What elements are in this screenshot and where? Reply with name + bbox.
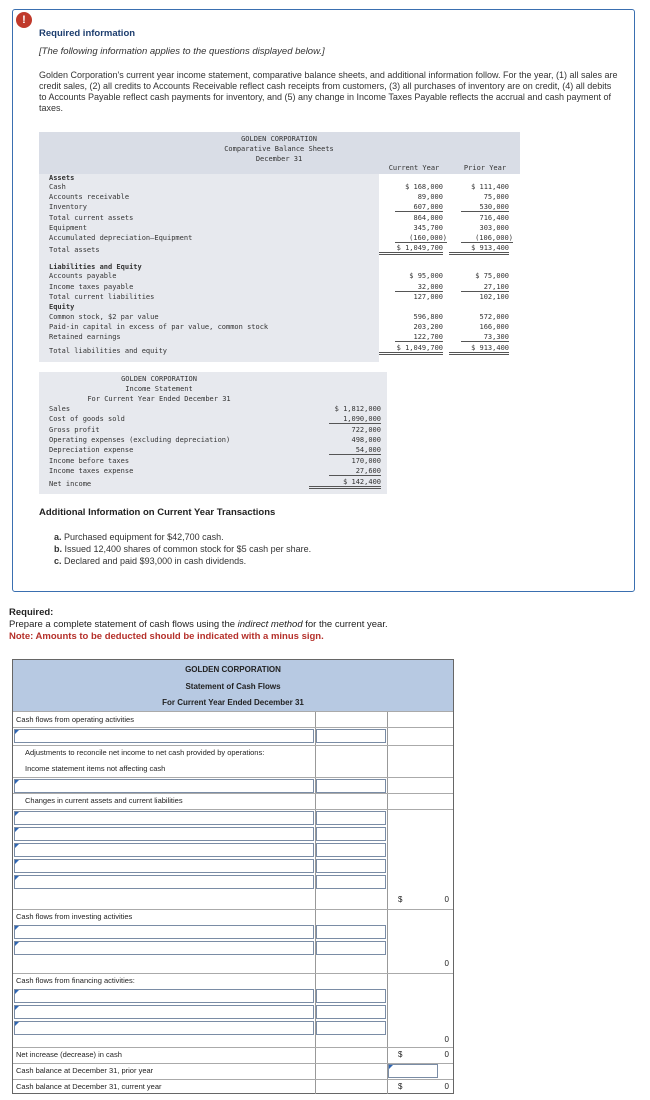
is-value: 498,000 bbox=[351, 436, 381, 444]
bs-current-value: 345,700 bbox=[413, 224, 443, 232]
cf-net-income-label-input[interactable] bbox=[14, 729, 314, 743]
bs-row-label: Cash bbox=[49, 183, 66, 191]
cf-dollar-sign: $ bbox=[398, 895, 403, 904]
bs-row-label: Income taxes payable bbox=[49, 283, 134, 291]
is-row-label: Depreciation expense bbox=[49, 446, 134, 454]
cf-financing-label-input[interactable] bbox=[14, 1005, 314, 1019]
cf-title: Statement of Cash Flows bbox=[185, 682, 281, 691]
additional-info-list bbox=[54, 531, 311, 567]
cf-change-label-input[interactable] bbox=[14, 843, 314, 857]
cf-operating-total: 0 bbox=[444, 895, 449, 904]
is-value: 722,000 bbox=[351, 426, 381, 434]
bs-prior-value: 75,000 bbox=[483, 193, 509, 201]
cf-financing-amount-input[interactable] bbox=[316, 989, 386, 1003]
is-row-label: Operating expenses (excluding depreciation) bbox=[49, 436, 231, 444]
is-row-label: Cost of goods sold bbox=[49, 415, 125, 423]
is-row-label: Net income bbox=[49, 480, 92, 488]
cf-dollar-sign: $ bbox=[398, 1050, 403, 1059]
additional-item-a: a. Purchased equipment for $42,700 cash. bbox=[54, 532, 224, 542]
is-value: 27,600 bbox=[329, 467, 381, 476]
cf-financing-amount-input[interactable] bbox=[316, 1021, 386, 1035]
bs-row-label: Paid-in capital in excess of par value, common stock bbox=[49, 323, 269, 331]
bs-current-value: 596,800 bbox=[413, 313, 443, 321]
cf-financing-amount-input[interactable] bbox=[316, 1005, 386, 1019]
cf-company: GOLDEN CORPORATION bbox=[185, 665, 281, 674]
cf-financing-heading: Cash flows from financing activities: bbox=[16, 976, 135, 985]
cf-change-amount-input[interactable] bbox=[316, 843, 386, 857]
bs-prior-value: 303,000 bbox=[479, 224, 509, 232]
bs-prior-value: 73,300 bbox=[461, 333, 509, 342]
bs-row-label: Accounts receivable bbox=[49, 193, 130, 201]
bs-row-label: Equipment bbox=[49, 224, 87, 232]
cf-dollar-sign: $ bbox=[398, 1082, 403, 1091]
bs-row-label: Accounts payable bbox=[49, 272, 117, 280]
bs-current-value: 203,200 bbox=[413, 323, 443, 331]
cf-investing-amount-input[interactable] bbox=[316, 925, 386, 939]
is-row-label: Gross profit bbox=[49, 426, 100, 434]
bs-prior-value: 166,000 bbox=[479, 323, 509, 331]
bs-prior-value: 27,100 bbox=[461, 283, 509, 292]
bs-prior-value: $ 913,400 bbox=[449, 344, 509, 355]
bs-current-value: 607,000 bbox=[395, 203, 443, 212]
cf-change-amount-input[interactable] bbox=[316, 827, 386, 841]
cf-cash-prior-label: Cash balance at December 31, prior year bbox=[16, 1066, 154, 1075]
cf-financing-label-input[interactable] bbox=[14, 1021, 314, 1035]
bs-company: GOLDEN CORPORATION bbox=[241, 135, 317, 143]
panel-title: Required information bbox=[39, 28, 136, 39]
bs-row-label: Inventory bbox=[49, 203, 87, 211]
cf-financing-subtotal: 0 bbox=[444, 1035, 449, 1044]
bs-col-prior: Prior Year bbox=[463, 164, 507, 172]
cf-cash-current-value: 0 bbox=[444, 1082, 449, 1091]
bs-prior-value: 530,000 bbox=[461, 203, 509, 212]
is-value: $ 1,812,000 bbox=[334, 405, 381, 413]
additional-item-c: c. Declared and paid $93,000 in cash dividends. bbox=[54, 556, 247, 566]
is-value: 54,000 bbox=[329, 446, 381, 455]
intro-paragraph: Golden Corporation's current year income statement, comparative balance sheets, and additional information follow. For the year, (1) all sales are credit sales, (2) all credits to Accounts Receivable reflect cash receipts from customers, (3) all purchases of inventory are on credit, (4) all debits to Accounts Payable reflect cash payments for inventory, and (5) any change in Income Taxes Payable reflects the accrual and cash payment of taxes. bbox=[39, 70, 618, 113]
cf-operating-heading: Cash flows from operating activities bbox=[16, 715, 134, 724]
bs-row-label: Accumulated depreciation—Equipment bbox=[49, 234, 193, 242]
cf-adjustments-label: Adjustments to reconcile net income to net cash provided by operations: bbox=[25, 748, 265, 757]
is-row-label: Income taxes expense bbox=[49, 467, 134, 475]
bs-current-value: 122,700 bbox=[395, 333, 443, 342]
bs-current-value: 89,000 bbox=[417, 193, 443, 201]
cf-change-label-input[interactable] bbox=[14, 875, 314, 889]
cf-noncash-label: Income statement items not affecting cash bbox=[25, 764, 166, 773]
assets-heading: Assets bbox=[49, 174, 75, 182]
bs-current-value: (160,000) bbox=[395, 234, 447, 243]
cf-noncash-item-label-input[interactable] bbox=[14, 779, 314, 793]
liabilities-heading: Liabilities and Equity bbox=[49, 263, 142, 271]
bs-current-value: $ 168,000 bbox=[405, 183, 443, 191]
is-value: 1,090,000 bbox=[329, 415, 381, 424]
cf-net-change-value: 0 bbox=[444, 1050, 449, 1059]
bs-date: December 31 bbox=[255, 155, 303, 163]
cf-net-income-amount-input[interactable] bbox=[316, 729, 386, 743]
required-instruction: Prepare a complete statement of cash flows using the indirect method for the current year. bbox=[9, 619, 388, 630]
income-statement bbox=[39, 372, 387, 494]
bs-row-label: Total current assets bbox=[49, 214, 134, 222]
balance-sheet bbox=[39, 132, 520, 362]
bs-title: Comparative Balance Sheets bbox=[224, 145, 334, 153]
cf-change-label-input[interactable] bbox=[14, 827, 314, 841]
bs-col-current: Current Year bbox=[388, 164, 440, 172]
bs-prior-value: 572,000 bbox=[479, 313, 509, 321]
bs-row-label: Total current liabilities bbox=[49, 293, 155, 301]
bs-current-value: 864,000 bbox=[413, 214, 443, 222]
alert-icon: ! bbox=[16, 12, 32, 28]
cf-cash-current-label: Cash balance at December 31, current year bbox=[16, 1082, 162, 1091]
cf-investing-amount-input[interactable] bbox=[316, 941, 386, 955]
is-value: $ 142,400 bbox=[309, 478, 381, 489]
bs-prior-value: 716,400 bbox=[479, 214, 509, 222]
cf-change-amount-input[interactable] bbox=[316, 875, 386, 889]
bs-prior-value: $ 111,400 bbox=[471, 183, 509, 191]
is-company: GOLDEN CORPORATION bbox=[121, 375, 197, 383]
cf-change-label-input[interactable] bbox=[14, 811, 314, 825]
cf-header bbox=[13, 660, 453, 711]
is-row-label: Sales bbox=[49, 405, 71, 413]
required-note: Note: Amounts to be deducted should be indicated with a minus sign. bbox=[9, 631, 324, 642]
panel-subtitle: [The following information applies to the questions displayed below.] bbox=[39, 46, 325, 57]
cf-period: For Current Year Ended December 31 bbox=[162, 698, 304, 707]
cf-cash-prior-input[interactable] bbox=[388, 1064, 438, 1078]
cf-investing-label-input[interactable] bbox=[14, 925, 314, 939]
bs-row-label: Retained earnings bbox=[49, 333, 121, 341]
bs-current-value: $ 1,049,700 bbox=[379, 244, 443, 255]
cf-changes-label: Changes in current assets and current liabilities bbox=[25, 796, 183, 805]
cf-investing-label-input[interactable] bbox=[14, 941, 314, 955]
bs-current-value: 127,000 bbox=[413, 293, 443, 301]
required-information-panel bbox=[12, 9, 635, 592]
cf-change-amount-input[interactable] bbox=[316, 811, 386, 825]
cf-noncash-item-amount-input[interactable] bbox=[316, 779, 386, 793]
bs-current-value: $ 95,000 bbox=[409, 272, 443, 280]
cash-flow-worksheet bbox=[12, 659, 454, 1094]
cf-change-amount-input[interactable] bbox=[316, 859, 386, 873]
bs-prior-value: 102,100 bbox=[479, 293, 509, 301]
bs-prior-value: $ 75,000 bbox=[475, 272, 509, 280]
cf-net-change-label: Net increase (decrease) in cash bbox=[16, 1050, 122, 1059]
is-title: Income Statement bbox=[125, 385, 193, 393]
required-label: Required: bbox=[9, 607, 54, 618]
additional-item-b: b. Issued 12,400 shares of common stock for $5 cash per share. bbox=[54, 544, 312, 554]
is-period: For Current Year Ended December 31 bbox=[87, 395, 231, 403]
equity-heading: Equity bbox=[49, 303, 75, 311]
bs-row-label: Common stock, $2 par value bbox=[49, 313, 159, 321]
additional-info-title: Additional Information on Current Year Transactions bbox=[39, 507, 276, 518]
cf-change-label-input[interactable] bbox=[14, 859, 314, 873]
is-row-label: Income before taxes bbox=[49, 457, 130, 465]
bs-current-value: 32,000 bbox=[395, 283, 443, 292]
cf-investing-heading: Cash flows from investing activities bbox=[16, 912, 133, 921]
cf-financing-label-input[interactable] bbox=[14, 989, 314, 1003]
bs-current-value: $ 1,049,700 bbox=[379, 344, 443, 355]
is-value: 170,000 bbox=[351, 457, 381, 465]
bs-prior-value: $ 913,400 bbox=[449, 244, 509, 255]
bs-row-label: Total assets bbox=[49, 246, 100, 254]
bs-row-label: Total liabilities and equity bbox=[49, 347, 168, 355]
bs-prior-value: (106,000) bbox=[461, 234, 513, 243]
cf-investing-total: 0 bbox=[444, 959, 449, 968]
